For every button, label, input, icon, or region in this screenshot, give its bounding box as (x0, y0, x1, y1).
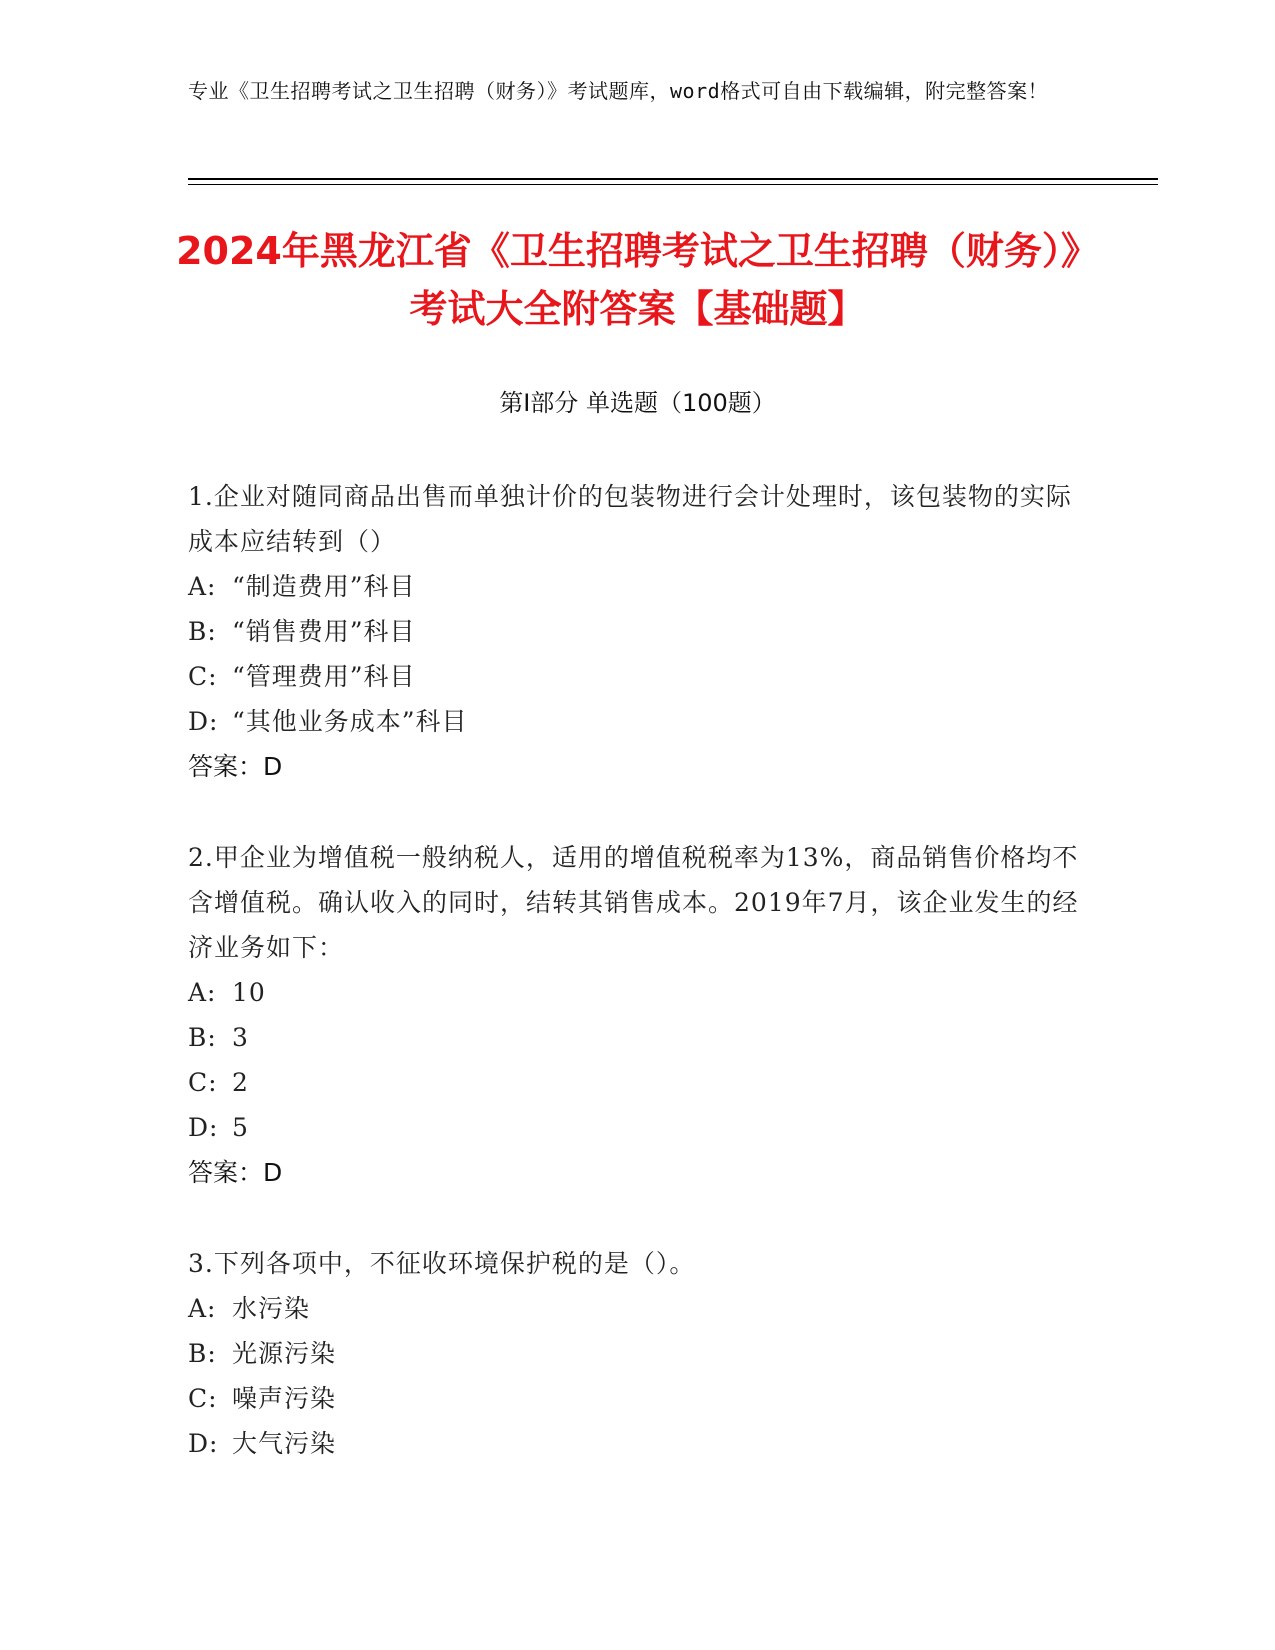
option-key: D: (188, 1429, 219, 1458)
option-d (188, 1105, 1093, 1150)
option-a (188, 564, 1093, 609)
option-text: 3 (232, 1023, 249, 1052)
header-note: 专业《卫生招聘考试之卫生招聘（财务）》考试题库，word格式可自由下载编辑，附完整答案！ (188, 79, 1049, 103)
option-text: “销售费用”科目 (232, 617, 416, 646)
section-title: 第Ⅰ部分 单选题（100题） (499, 389, 776, 417)
option-b (188, 609, 1093, 654)
option-key: B: (188, 617, 217, 646)
option-c (188, 654, 1093, 699)
question-stem: 2.甲企业为增值税一般纳税人，适用的增值税税率为13%，商品销售价格均不含增值税。确认收入的同时，结转其销售成本。2019年7月，该企业发生的经济业务如下： (188, 843, 1079, 962)
option-a (188, 1286, 1093, 1331)
option-b (188, 1015, 1093, 1060)
question-1 (188, 474, 1093, 789)
option-c (188, 1060, 1093, 1105)
question-2 (188, 835, 1093, 1195)
option-text: 水污染 (232, 1294, 311, 1323)
option-key: D: (188, 1113, 219, 1142)
question-3 (188, 1241, 1093, 1466)
option-text: 大气污染 (232, 1429, 337, 1458)
option-text: 10 (232, 978, 266, 1007)
option-key: C: (188, 1068, 218, 1097)
option-b (188, 1331, 1093, 1376)
option-text: 2 (232, 1068, 249, 1097)
option-key: A: (188, 978, 217, 1007)
option-a (188, 970, 1093, 1015)
option-key: C: (188, 1384, 218, 1413)
question-stem: 1.企业对随同商品出售而单独计价的包装物进行会计处理时，该包装物的实际成本应结转到（） (188, 482, 1072, 556)
option-d (188, 1421, 1093, 1466)
option-key: B: (188, 1023, 217, 1052)
question-stem: 3.下列各项中，不征收环境保护税的是（）。 (188, 1249, 696, 1278)
document-title: 2024年黑龙江省《卫生招聘考试之卫生招聘（财务）》考试大全附答案【基础题】 (176, 229, 1099, 331)
option-text: 5 (232, 1113, 249, 1142)
option-c (188, 1376, 1093, 1421)
answer-line: 答案：D (188, 1158, 283, 1187)
option-key: D: (188, 707, 219, 736)
question-list (188, 474, 1093, 1512)
option-text: 光源污染 (232, 1339, 337, 1368)
option-key: C: (188, 662, 218, 691)
answer-line: 答案：D (188, 752, 283, 781)
option-text: “其他业务成本”科目 (232, 707, 468, 736)
option-text: “管理费用”科目 (232, 662, 416, 691)
option-key: A: (188, 572, 217, 601)
option-key: A: (188, 1294, 217, 1323)
option-key: B: (188, 1339, 217, 1368)
header-divider-thin (188, 184, 1158, 185)
option-text: 噪声污染 (232, 1384, 337, 1413)
option-d (188, 699, 1093, 744)
option-text: “制造费用”科目 (232, 572, 416, 601)
header-divider-thick (188, 178, 1158, 180)
